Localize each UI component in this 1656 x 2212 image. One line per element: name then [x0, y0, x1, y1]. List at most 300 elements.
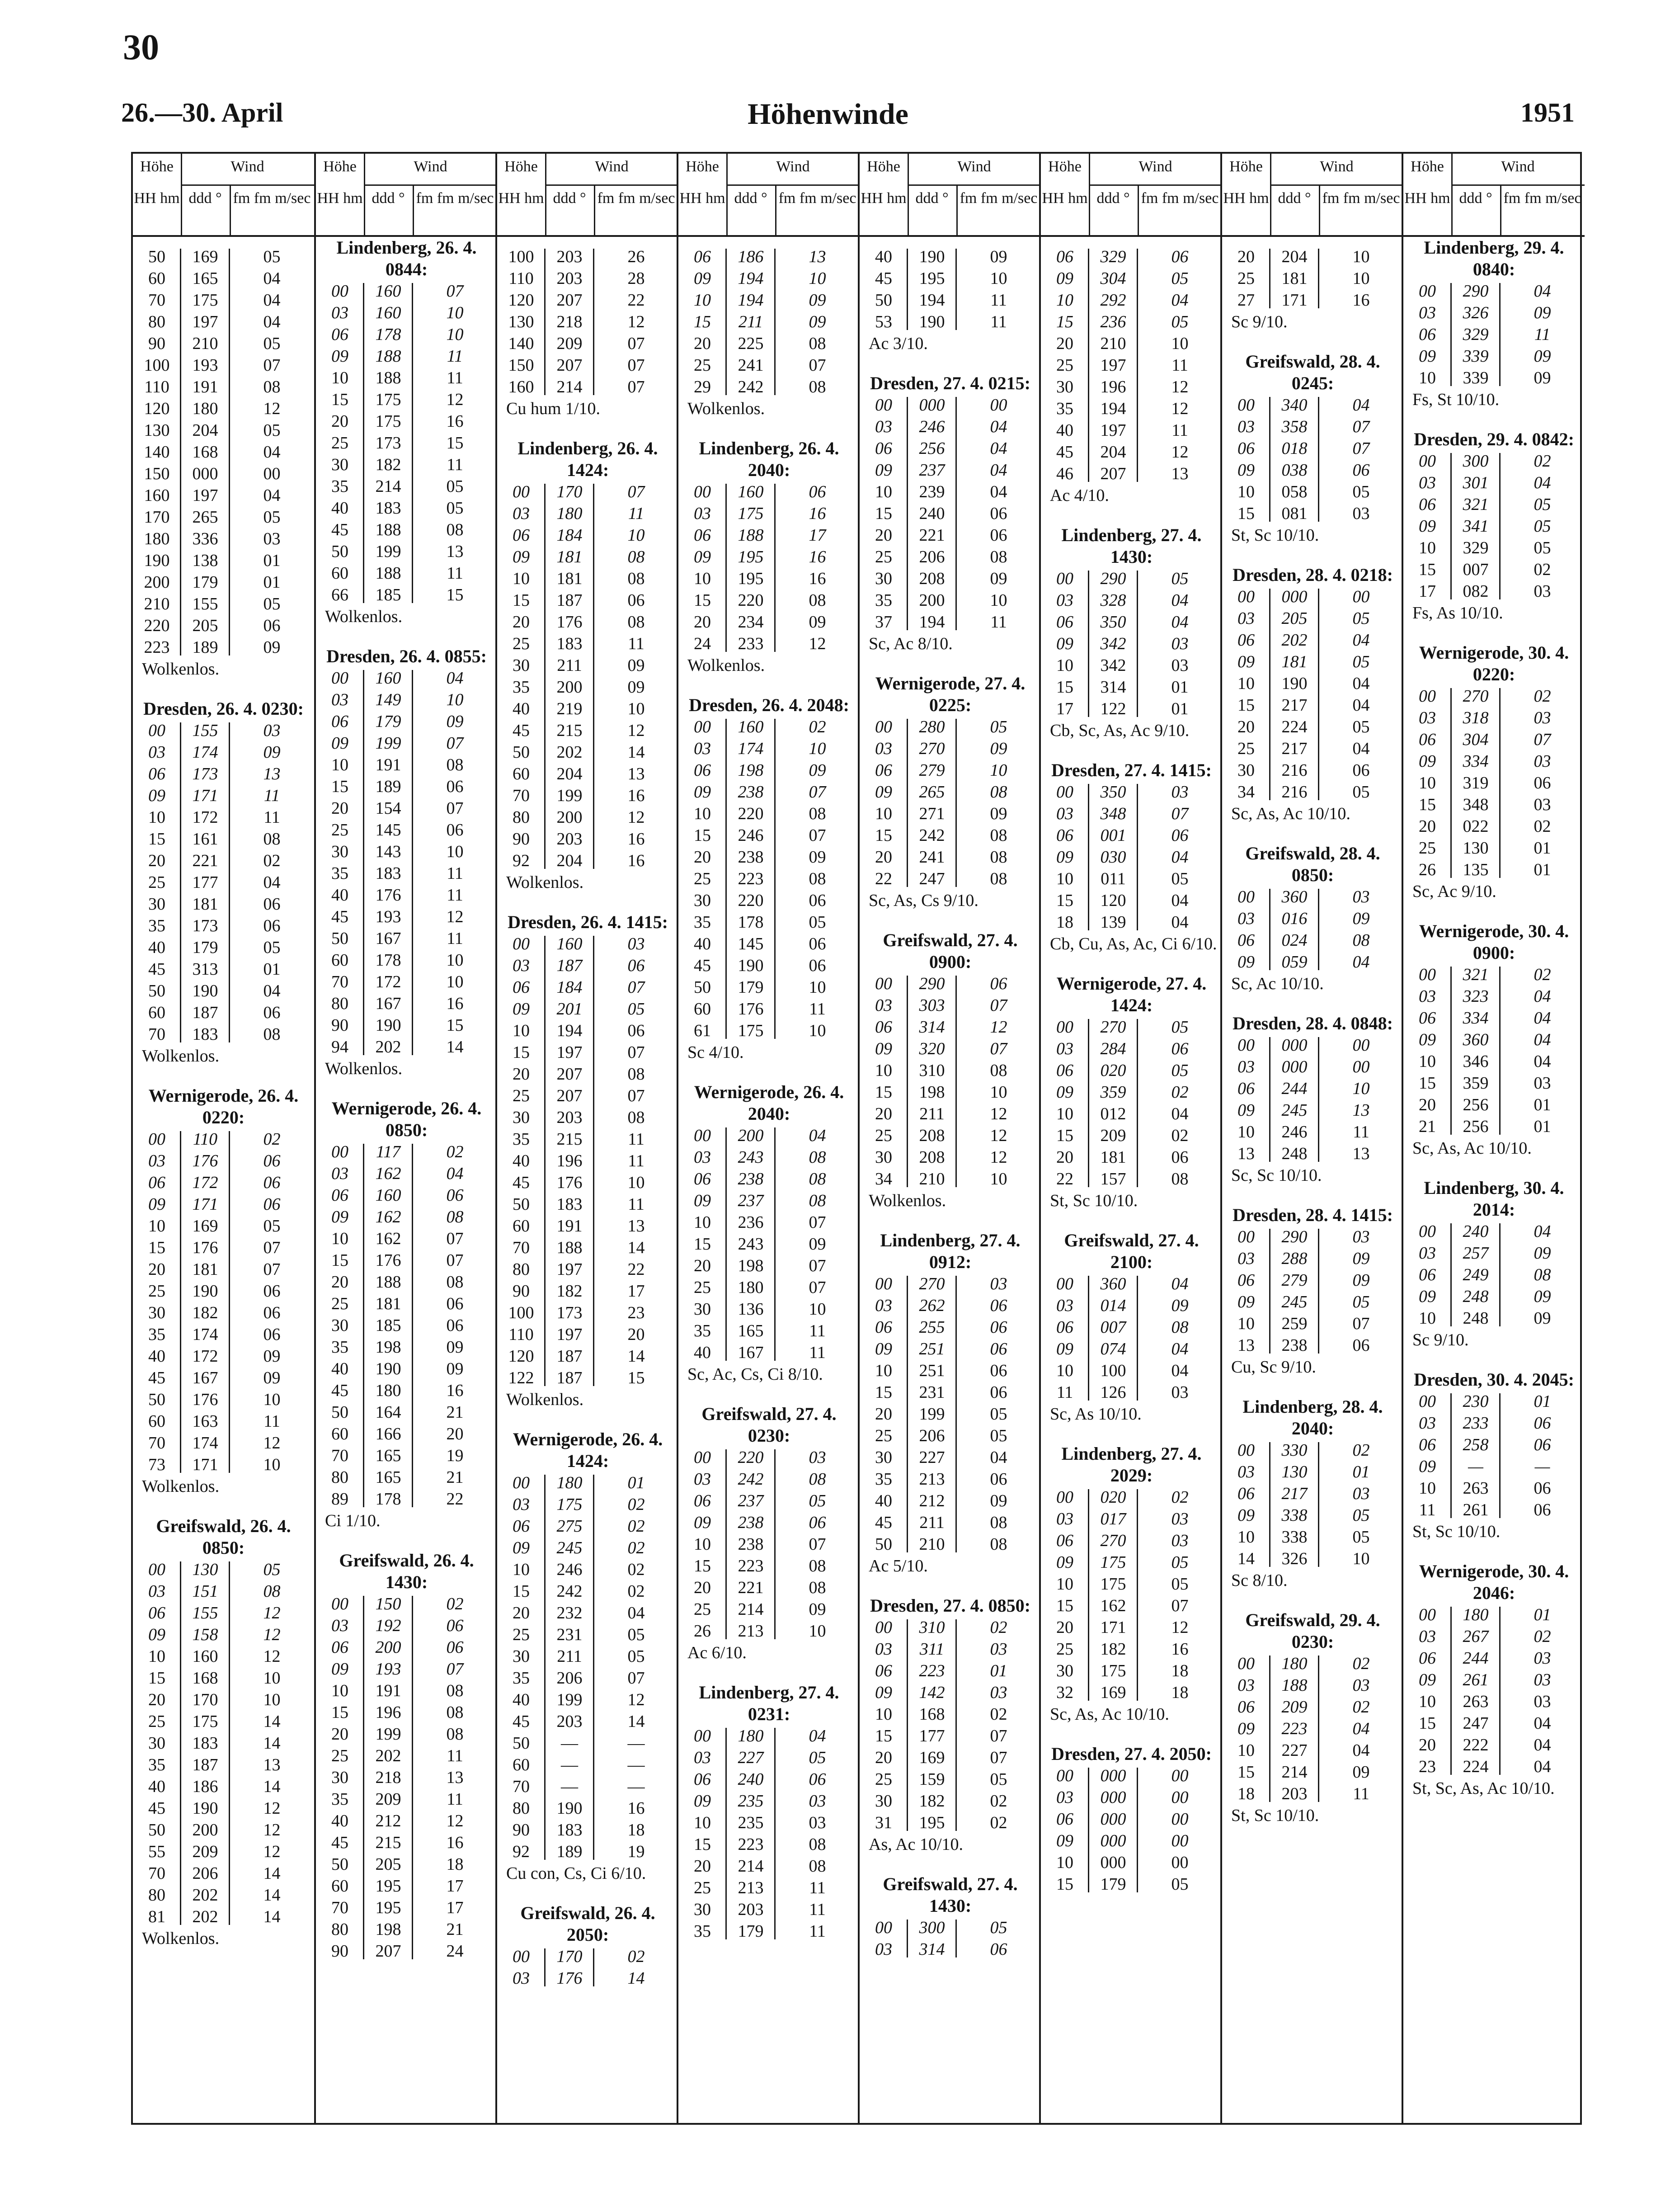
table-row: [133, 1906, 314, 1928]
row-divider: [1269, 1655, 1270, 1802]
height-value: 45: [513, 1712, 530, 1731]
observation-rows: [1403, 1221, 1585, 1329]
height-value: 160: [144, 486, 170, 505]
speed-value: 14: [627, 1712, 645, 1731]
direction-value: 206: [919, 1426, 945, 1445]
table-row: [497, 998, 678, 1020]
speed-value: 01: [263, 551, 281, 570]
speed-value: 08: [446, 1681, 464, 1700]
height-value: 122: [508, 1368, 534, 1387]
station-title: Dresden, 29. 4. 0842:: [1414, 429, 1574, 449]
speed-value: 19: [446, 1446, 464, 1465]
table-row: [497, 1063, 678, 1085]
speed-value: 03: [1352, 504, 1370, 523]
height-value: 09: [331, 1660, 348, 1679]
table-row: [678, 1168, 860, 1190]
table-row: [133, 980, 314, 1002]
table-row: [497, 1302, 678, 1324]
speed-value: 04: [263, 873, 281, 892]
speed-value: 24: [446, 1942, 464, 1961]
table-row: [497, 1345, 678, 1367]
speed-value: 02: [1171, 1083, 1189, 1102]
station-title: Dresden, 26. 4. 1415:: [508, 912, 668, 932]
table-row: [1403, 837, 1585, 859]
column-header: [316, 154, 497, 237]
table-row: [133, 872, 314, 893]
height-value: 03: [513, 956, 530, 975]
height-value: 30: [875, 1448, 892, 1467]
table-row: [133, 246, 314, 268]
speed-value: 28: [627, 269, 645, 288]
header-wind: Wind: [595, 158, 629, 175]
speed-value: 07: [446, 734, 464, 753]
height-value: 25: [513, 634, 530, 653]
direction-value: 342: [1100, 634, 1126, 653]
height-value: 00: [1419, 1605, 1436, 1624]
speed-value: 10: [809, 1021, 826, 1040]
speed-value: 05: [1171, 1575, 1189, 1594]
speed-value: 06: [1171, 247, 1189, 266]
height-value: 00: [1056, 569, 1073, 588]
page-number: 30: [123, 28, 159, 67]
speed-value: 10: [263, 1455, 281, 1474]
table-row: [316, 1228, 497, 1250]
row-divider: [1088, 571, 1089, 717]
direction-value: 270: [1100, 1531, 1126, 1550]
station-block: [860, 373, 1041, 655]
table-row: [678, 868, 860, 890]
table-row: [1403, 1029, 1585, 1051]
table-row: [316, 1141, 497, 1163]
table-row: [1041, 268, 1222, 289]
height-value: 10: [513, 569, 530, 588]
speed-value: 13: [627, 764, 645, 783]
direction-value: 358: [1281, 417, 1308, 436]
direction-value: 194: [919, 291, 945, 310]
cloud-remark: Cb, Sc, As, Ac 9/10.: [1050, 721, 1190, 740]
speed-value: 04: [1534, 1757, 1551, 1776]
height-value: 03: [1237, 909, 1255, 928]
direction-value: 189: [556, 1842, 583, 1861]
table-row: [1403, 859, 1585, 881]
station-title: Greifswald, 28. 4. 0245:: [1245, 351, 1380, 393]
height-value: 06: [694, 1770, 711, 1789]
observation-rows: [1222, 1226, 1403, 1356]
height-value: 09: [1419, 1457, 1436, 1476]
height-value: 220: [144, 616, 170, 635]
direction-value: 204: [1281, 247, 1308, 266]
speed-value: 20: [446, 1424, 464, 1443]
height-value: 00: [1237, 587, 1255, 606]
speed-value: 11: [263, 786, 280, 805]
table-row: [1041, 1595, 1222, 1617]
header-divider: [594, 184, 595, 235]
table-row: [1403, 472, 1585, 494]
height-value: 40: [513, 1151, 530, 1170]
table-row: [1403, 964, 1585, 986]
direction-value: 181: [192, 895, 218, 914]
speed-value: 16: [446, 1833, 464, 1852]
station-block: [497, 438, 678, 893]
speed-value: 12: [446, 1811, 464, 1830]
speed-value: 05: [1352, 717, 1370, 736]
height-value: 03: [1237, 1249, 1255, 1268]
speed-value: 04: [1171, 291, 1189, 310]
row-divider: [907, 1619, 908, 1831]
height-value: 15: [694, 1556, 711, 1575]
speed-value: 16: [446, 994, 464, 1013]
row-divider: [1499, 283, 1501, 386]
station-title: Greifswald, 27. 4. 0230:: [701, 1404, 837, 1446]
speed-value: 12: [809, 634, 826, 653]
direction-value: 207: [375, 1942, 401, 1961]
direction-value: 224: [1281, 717, 1308, 736]
speed-value: 08: [263, 1025, 281, 1044]
observation-rows: [1222, 886, 1403, 973]
direction-value: 339: [1463, 368, 1489, 387]
direction-value: 326: [1463, 303, 1489, 322]
direction-value: 209: [1281, 1698, 1308, 1717]
direction-value: 240: [738, 1770, 764, 1789]
table-row: [316, 906, 497, 928]
speed-value: 12: [990, 1018, 1007, 1037]
speed-value: 13: [1352, 1144, 1370, 1163]
direction-value: 179: [192, 938, 218, 957]
table-row: [1222, 1248, 1403, 1269]
table-row: [316, 1184, 497, 1206]
height-value: 09: [694, 269, 711, 288]
table-row: [678, 1020, 860, 1042]
height-value: 31: [875, 1813, 892, 1832]
year: 1951: [1520, 98, 1575, 127]
speed-value: 12: [627, 721, 645, 740]
speed-value: 10: [263, 1390, 281, 1409]
direction-value: 180: [1463, 1605, 1489, 1624]
height-value: 30: [875, 569, 892, 588]
table-row: [860, 825, 1041, 846]
height-value: 30: [1237, 761, 1255, 780]
table-row: [316, 410, 497, 432]
speed-value: 18: [1171, 1683, 1189, 1702]
table-row: [1222, 673, 1403, 694]
speed-value: 08: [1534, 1265, 1551, 1284]
speed-value: 13: [446, 542, 464, 561]
direction-value: 246: [738, 826, 764, 845]
speed-value: 13: [809, 247, 826, 266]
cloud-remark: Wolkenlos.: [325, 607, 403, 626]
table-row: [860, 1917, 1041, 1938]
row-divider: [180, 249, 181, 656]
table-row: [1222, 438, 1403, 459]
speed-value: 00: [263, 464, 281, 483]
observation-rows: [497, 246, 678, 398]
table-row: [316, 1358, 497, 1380]
table-row: [316, 541, 497, 562]
height-value: 90: [331, 1016, 348, 1035]
speed-value: 11: [1353, 1123, 1369, 1141]
height-value: 170: [144, 508, 170, 527]
direction-value: 195: [375, 1898, 401, 1917]
speed-value: 04: [263, 269, 281, 288]
height-value: 09: [331, 734, 348, 753]
height-value: 35: [694, 913, 711, 932]
speed-value: 06: [1352, 461, 1370, 480]
table-row: [1222, 1653, 1403, 1674]
direction-value: 290: [1463, 282, 1489, 301]
table-row: [1041, 1038, 1222, 1060]
direction-value: 167: [375, 929, 401, 948]
height-value: 25: [694, 1878, 711, 1897]
row-divider: [593, 249, 594, 395]
table-row: [1222, 1718, 1403, 1740]
direction-value: 174: [192, 1434, 218, 1453]
speed-value: 11: [990, 613, 1007, 632]
row-divider: [725, 1449, 727, 1639]
speed-value: 04: [1352, 631, 1370, 650]
table-row: [860, 1016, 1041, 1038]
header-ddd: ddd °: [1278, 190, 1311, 207]
height-value: 25: [875, 547, 892, 566]
date-range: 26.—30. April: [121, 98, 283, 127]
direction-value: 169: [192, 247, 218, 266]
direction-value: 130: [192, 1560, 218, 1579]
table-row: [860, 1382, 1041, 1403]
table-row: [497, 503, 678, 524]
table-row: [316, 1445, 497, 1467]
speed-value: 11: [1534, 325, 1551, 344]
direction-value: 192: [375, 1616, 401, 1635]
speed-value: 08: [809, 804, 826, 823]
height-value: 00: [1419, 965, 1436, 984]
height-value: 00: [1237, 1441, 1255, 1460]
row-divider: [593, 1948, 594, 1986]
row-divider: [1088, 784, 1089, 930]
height-value: 06: [1056, 613, 1073, 632]
direction-value: 207: [556, 1086, 583, 1105]
height-value: 15: [1056, 1126, 1073, 1145]
direction-value: 190: [1281, 674, 1308, 693]
speed-value: 09: [1534, 1309, 1551, 1328]
height-value: 25: [513, 1625, 530, 1644]
table-row: [497, 1754, 678, 1776]
table-row: [316, 971, 497, 993]
height-value: 06: [513, 978, 530, 997]
speed-value: 03: [1171, 634, 1189, 653]
table-row: [497, 376, 678, 398]
speed-value: 09: [1534, 1287, 1551, 1306]
table-row: [860, 1703, 1041, 1725]
direction-value: 213: [919, 1470, 945, 1489]
row-divider: [1269, 889, 1270, 970]
speed-value: 14: [627, 743, 645, 762]
table-row: [678, 1725, 860, 1747]
row-divider: [1318, 589, 1319, 800]
header-fm-msec: fm fm m/sec: [1503, 190, 1581, 207]
height-value: 06: [1419, 1009, 1436, 1028]
direction-value: 202: [1281, 631, 1308, 650]
height-value: 09: [1056, 634, 1073, 653]
direction-value: 172: [192, 1347, 218, 1366]
height-value: 45: [148, 1799, 165, 1818]
speed-value: 10: [990, 591, 1007, 610]
direction-value: 190: [375, 1016, 401, 1035]
direction-value: 360: [1463, 1030, 1489, 1049]
height-value: 25: [331, 1294, 348, 1313]
speed-value: 02: [1534, 560, 1551, 579]
table-row: [1403, 1307, 1585, 1329]
observation-rows: [1041, 781, 1222, 933]
speed-value: 11: [990, 312, 1007, 331]
table-row: [1403, 986, 1585, 1007]
table-row: [1222, 503, 1403, 524]
table-row: [497, 1819, 678, 1841]
direction-value: 122: [1100, 699, 1126, 718]
speed-value: 02: [627, 1495, 645, 1514]
speed-value: 03: [1534, 1649, 1551, 1668]
table-row: [1403, 345, 1585, 367]
direction-value: 267: [1463, 1627, 1489, 1646]
table-row: [1222, 246, 1403, 268]
table-row: [497, 333, 678, 354]
speed-value: 04: [446, 1164, 464, 1183]
speed-value: 03: [627, 934, 645, 953]
height-value: 20: [331, 412, 348, 431]
speed-value: 08: [809, 869, 826, 888]
speed-value: 16: [809, 569, 826, 588]
speed-value: 06: [990, 1940, 1007, 1959]
observation-rows: [316, 1141, 497, 1510]
direction-value: 227: [919, 1448, 945, 1467]
observation-rows: [678, 1125, 860, 1363]
height-value: 100: [508, 1303, 534, 1322]
direction-value: 173: [192, 764, 218, 783]
table-row: [678, 1320, 860, 1342]
height-value: 20: [694, 1256, 711, 1275]
header-hh-hm: HH hm: [1042, 190, 1088, 207]
direction-value: 230: [1463, 1392, 1489, 1411]
height-value: 06: [1056, 1810, 1073, 1829]
height-value: 11: [1419, 1500, 1436, 1519]
table-row: [1403, 1734, 1585, 1756]
speed-value: 07: [809, 356, 826, 375]
height-value: 45: [148, 1368, 165, 1387]
direction-value: 238: [738, 783, 764, 802]
speed-value: 07: [627, 377, 645, 396]
height-value: 150: [144, 464, 170, 483]
row-divider: [1499, 453, 1501, 599]
direction-value: 270: [919, 739, 945, 758]
direction-value: 256: [1463, 1095, 1489, 1114]
table-row: [860, 546, 1041, 568]
direction-value: 219: [556, 699, 583, 718]
table-row: [1222, 1783, 1403, 1805]
table-row: [860, 1660, 1041, 1682]
observation-rows: [497, 1946, 678, 1989]
speed-value: 10: [809, 269, 826, 288]
speed-value: 03: [1352, 1484, 1370, 1503]
direction-value: 206: [192, 1864, 218, 1883]
speed-value: 11: [447, 1746, 463, 1765]
observation-rows: [1222, 394, 1403, 524]
height-value: 00: [1056, 1766, 1073, 1785]
observation-rows: [1403, 1391, 1585, 1521]
table-row: [1041, 1338, 1222, 1360]
table-row: [860, 268, 1041, 289]
table-row: [860, 524, 1041, 546]
speed-value: 09: [809, 761, 826, 780]
table-row: [1041, 868, 1222, 890]
header-divider: [181, 184, 314, 186]
height-value: 15: [148, 830, 165, 849]
direction-value: 223: [738, 869, 764, 888]
table-row: [133, 1215, 314, 1237]
height-value: 09: [1056, 1831, 1073, 1850]
height-value: 30: [331, 842, 348, 861]
speed-value: 09: [263, 1368, 281, 1387]
speed-value: 18: [627, 1821, 645, 1839]
height-value: 20: [875, 1104, 892, 1123]
row-divider: [180, 722, 181, 1042]
direction-value: 209: [556, 334, 583, 353]
speed-value: 04: [1534, 1030, 1551, 1049]
height-value: 45: [331, 520, 348, 539]
direction-value: 301: [1463, 473, 1489, 492]
station-block: [1041, 1443, 1222, 1725]
height-value: 15: [1056, 1596, 1073, 1615]
table-row: [860, 590, 1041, 611]
direction-value: 244: [1281, 1079, 1308, 1098]
observation-rows: [316, 280, 497, 606]
height-value: 03: [1419, 1244, 1436, 1263]
height-value: 09: [875, 1683, 892, 1702]
direction-value: 058: [1281, 482, 1308, 501]
speed-value: —: [627, 1755, 645, 1774]
direction-value: 195: [919, 269, 945, 288]
table-row: [316, 776, 497, 797]
observation-rows: [1041, 1273, 1222, 1403]
direction-value: 155: [192, 1604, 218, 1622]
direction-value: 155: [192, 594, 218, 613]
row-divider: [774, 1127, 776, 1361]
cloud-remark: Ci 1/10.: [325, 1511, 381, 1530]
height-value: 10: [875, 1705, 892, 1724]
speed-value: 09: [990, 1491, 1007, 1510]
table-row: [1222, 608, 1403, 629]
table-row: [1041, 568, 1222, 590]
table-row: [860, 1812, 1041, 1834]
table-row: [497, 590, 678, 611]
direction-value: 184: [556, 978, 583, 997]
table-row: [1041, 333, 1222, 354]
direction-value: 175: [1100, 1661, 1126, 1680]
observation-rows: [1041, 568, 1222, 720]
table-row: [860, 1617, 1041, 1638]
table-row: [1403, 1669, 1585, 1691]
height-value: 09: [148, 1195, 165, 1214]
height-value: 30: [148, 895, 165, 914]
height-value: 10: [694, 291, 711, 310]
row-divider: [1318, 1229, 1319, 1354]
height-value: 06: [331, 1186, 348, 1205]
cloud-remark: Sc 9/10.: [1412, 1330, 1469, 1349]
speed-value: 05: [1171, 1875, 1189, 1894]
direction-value: 290: [1281, 1227, 1308, 1246]
direction-value: 171: [1100, 1618, 1126, 1637]
speed-value: 07: [263, 356, 281, 375]
station-title: Greifswald, 26. 4. 0850:: [156, 1516, 291, 1558]
height-value: 20: [1419, 1095, 1436, 1114]
table-row: [497, 1841, 678, 1863]
